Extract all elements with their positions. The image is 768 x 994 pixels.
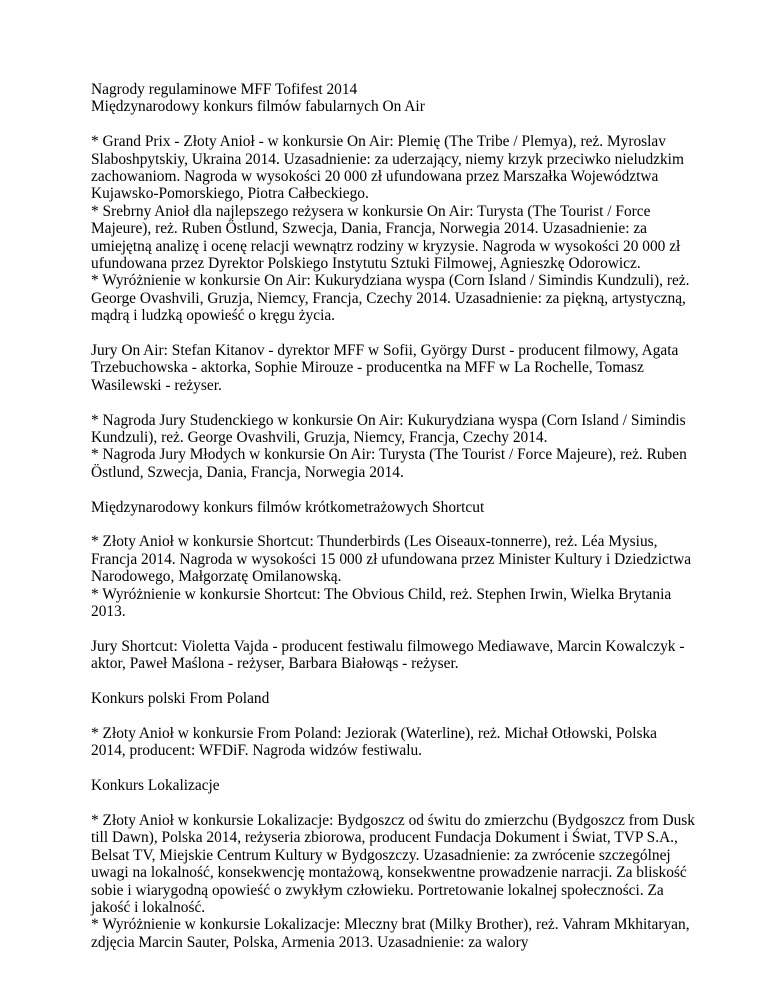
- award-item: * Grand Prix - Złoty Anioł - w konkursie On Air: Plemię (The Tribe / Plemya), reż. Myroslav Slaboshpytskiy, Ukraina 2014. Uzasadnienie: za uderzający, niemy krzyk przeciwko nieludzkim zachowaniom. Nagroda w wysokości 20 000 zł ufundowana przez Marszałka Województwa Kujawsko-Pomorskiego, Piotra Całbeckiego.: [91, 133, 684, 203]
- document-title-block: [91, 81, 695, 116]
- from-poland-awards-list: [91, 725, 695, 760]
- award-item: * Złoty Anioł w konkursie From Poland: Jeziorak (Waterline), reż. Michał Otłowski, Polska 2014, producent: WFDiF. Nagroda widzów festiwalu.: [91, 724, 657, 760]
- award-item: * Nagroda Jury Młodych w konkursie On Air: Turysta (The Tourist / Force Majeure), reż. Ruben Östlund, Szwecja, Dania, Francja, Norwegia 2014.: [91, 446, 687, 481]
- document-title: Nagrody regulaminowe MFF Tofifest 2014: [91, 81, 358, 98]
- on-air-special-awards-list: [91, 412, 695, 482]
- from-poland-section-heading: Konkurs polski From Poland: [91, 690, 270, 708]
- on-air-jury-paragraph: Jury On Air: Stefan Kitanov - dyrektor MFF w Sofii, György Durst - producent filmowy, Agata Trzebuchowska - aktorka, Sophie Mirouze - producentka na MFF w La Rochelle, Tomasz Wasilewski - reżyser.: [91, 342, 679, 394]
- award-item: * Srebrny Anioł dla najlepszego reżysera w konkursie On Air: Turysta (The Tourist / Force Majeure), reż. Ruben Östlund, Szwecja, Dania, Francja, Norwegia 2014. Uzasadnienie: za umiejętną analizę i ocenę relacji wewnątrz rodziny w kryzysie. Nagroda w wysokości 20 000 zł ufundowana przez Dyrektor Polskiego Instytutu Sztuki Filmowej, Agnieszkę Odorowicz.: [91, 202, 681, 273]
- shortcut-awards-list: [91, 533, 695, 620]
- on-air-section-heading: Międzynarodowy konkurs filmów fabularnych On Air: [91, 98, 425, 116]
- award-item: * Nagroda Jury Studenckiego w konkursie On Air: Kukurydziana wyspa (Corn Island / Simindis Kundzuli), reż. George Ovashvili, Gruzja, Niemcy, Francja, Czechy 2014.: [91, 411, 686, 447]
- award-item: * Wyróżnienie w konkursie On Air: Kukurydziana wyspa (Corn Island / Simindis Kundzuli), reż. George Ovashvili, Gruzja, Niemcy, Francja, Czechy 2014. Uzasadnienie: za piękną, artystyczną, mądrą i ludzką opowieść o kręgu życia.: [91, 272, 690, 325]
- award-item: * Złoty Anioł w konkursie Lokalizacje: Bydgoszcz od świtu do zmierzchu (Bydgoszcz from Dusk till Dawn), Polska 2014, reżyseria zbiorowa, producent Fundacja Dokument i Świat, TVP S.A., Belsat TV, Miejskie Centrum Kultury w Bydgoszczy. Uzasadnienie: za zwrócenie szczególnej uwagi na lokalność, konsekwencję montażową, konsekwentne prowadzenie narracji. Za bliskość sobie i wiarygodną opowieść o zwykłym człowieku. Portretowanie lokalnej społeczności. Za jakość i lokalność.: [91, 811, 695, 916]
- on-air-awards-list: [91, 133, 695, 324]
- document-page: [91, 81, 695, 969]
- award-item: * Wyróżnienie w konkursie Lokalizacje: Mleczny brat (Milky Brother), reż. Vahram Mkhitaryan, zdjęcia Marcin Sauter, Polska, Armenia 2013. Uzasadnienie: za walory: [91, 916, 690, 951]
- award-item: * Złoty Anioł w konkursie Shortcut: Thunderbirds (Les Oiseaux-tonnerre), reż. Léa Mysius, Francja 2014. Nagroda w wysokości 15 000 zł ufundowana przez Minister Kultury i Dziedzictwa Narodowego, Małgorzatę Omilanowską.: [91, 533, 692, 586]
- lokalizacje-section-heading: Konkurs Lokalizacje: [91, 777, 220, 795]
- lokalizacje-awards-list: [91, 812, 695, 951]
- shortcut-section-heading: Międzynarodowy konkurs filmów krótkometrażowych Shortcut: [91, 498, 485, 516]
- award-item: * Wyróżnienie w konkursie Shortcut: The Obvious Child, reż. Stephen Irwin, Wielka Brytania 2013.: [91, 585, 672, 621]
- shortcut-jury-paragraph: Jury Shortcut: Violetta Vajda - producent festiwalu filmowego Mediawave, Marcin Kowalczyk - aktor, Paweł Maślona - reżyser, Barbara Białowąs - reżyser.: [91, 637, 685, 673]
